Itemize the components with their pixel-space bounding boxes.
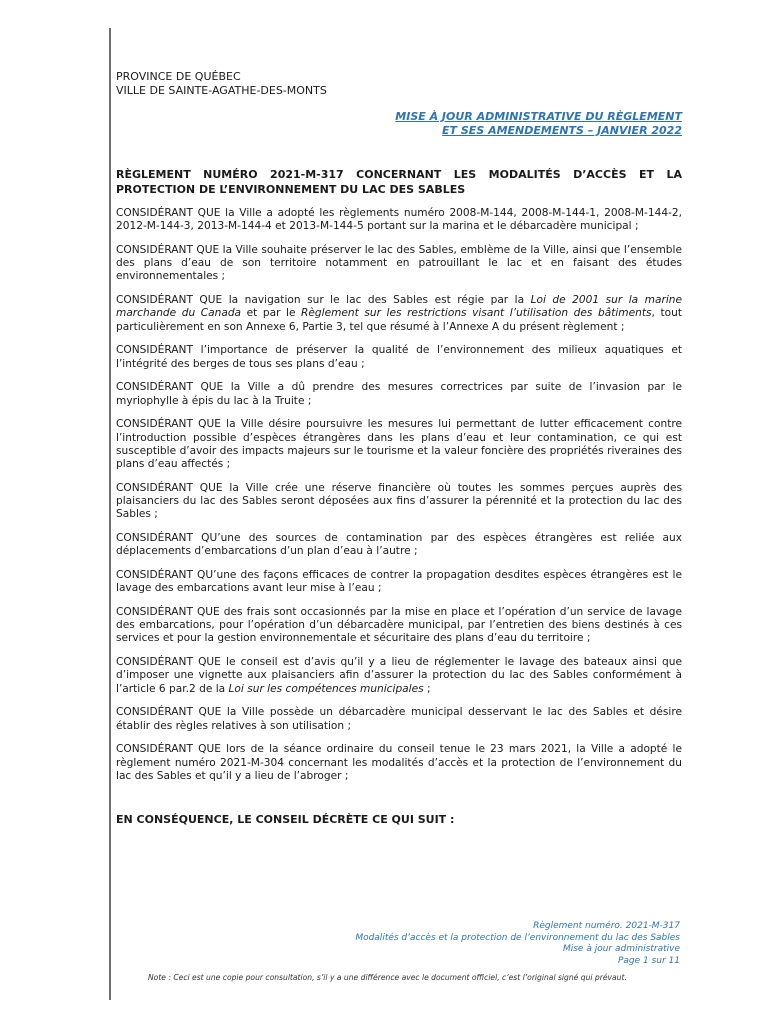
- footer-page-number: Page 1 sur 11: [617, 955, 680, 966]
- header-province: PROVINCE DE QUÉBEC: [116, 70, 241, 83]
- conclusion-statement: EN CONSÉQUENCE, LE CONSEIL DÉCRÈTE CE QUI SUIT :: [116, 813, 455, 827]
- footer-update-label: Mise à jour administrative: [562, 944, 680, 954]
- considerant-paragraph: CONSIDÉRANT QUE la Ville désire poursuivre les mesures lui permettant de lutter efficacement contre l’introduction possible d’espèces étrangères dans les plans d’eau et leur contamination, ce qui est susceptible d’avoir des impacts majeurs sur le tourisme et la valeur foncière des propriétés riveraines des plans d’eau affectés ;: [116, 418, 682, 471]
- header-ville: VILLE DE SAINTE-AGATHE-DES-MONTS: [116, 84, 327, 97]
- considerant-paragraph: CONSIDÉRANT QUE lors de la séance ordinaire du conseil tenue le 23 mars 2021, la Ville a adopté le règlement numéro 2021-M-304 concernant les modalités d’accès et la protection de l’environnement du lac des Sables et qu’il y a lieu de l’abroger ;: [116, 743, 682, 782]
- regulation-reference: Règlement sur les restrictions visant l’utilisation des bâtiments: [301, 307, 652, 320]
- considerant-paragraph: CONSIDÉRANT l’importance de préserver la qualité de l’environnement des milieux aquatiques et l’intégrité des berges de tous ses plans d’eau ;: [116, 344, 682, 370]
- law-reference: Loi de 2001 sur la marine marchande du Canada: [116, 294, 683, 320]
- considerant-paragraph: [116, 294, 682, 334]
- left-margin-rule: [109, 28, 111, 1000]
- considerant-paragraph: CONSIDÉRANT QUE la Ville crée une réserve financière où toutes les sommes perçues auprès des plaisanciers du lac des Sables seront déposées aux fins d’assurer la pérennité et la protection du lac des Sables ;: [116, 481, 682, 521]
- disclaimer-note: Note : Ceci est une copie pour consultation, s’il y a une différence avec le document officiel, c’est l’original signé qui prévaut.: [148, 973, 627, 982]
- paragraph-text: CONSIDÉRANT QUE la navigation sur le lac des Sables est régie par la: [116, 294, 531, 307]
- considerant-paragraph: CONSIDÉRANT QU’une des sources de contamination par des espèces étrangères est reliée aux déplacements d’embarcations d’un plan d’eau à l’autre ;: [116, 532, 682, 558]
- update-notice-line1: MISE À JOUR ADMINISTRATIVE DU RÈGLEMENT: [395, 110, 682, 123]
- considerant-paragraph: CONSIDÉRANT QUE la Ville possède un débarcadère municipal desservant le lac des Sables et désire établir des règles relatives à son utilisation ;: [116, 706, 682, 732]
- considerant-paragraph: CONSIDÉRANT QUE des frais sont occasionnés par la mise en place et l’opération d’un service de lavage des embarcations, pour l’opération d’un débarcadère municipal, par l’entretien des biens destinés à ces services et pour la gestion environnementale et sécuritaire des plans d’eau du territoire ;: [116, 606, 682, 645]
- page-footer: [355, 921, 680, 967]
- considerant-paragraph: [116, 656, 682, 696]
- law-reference: Loi sur les compétences municipales: [228, 682, 424, 695]
- considerant-paragraph: CONSIDÉRANT QUE la Ville a adopté les règlements numéro 2008-M-144, 2008-M-144-1, 2008-M-144-2, 2012-M-144-3, 2013-M-144-4 et 2013-M-144-5 portant sur la marina et le débarcadère municipal ;: [116, 207, 682, 233]
- paragraph-text: , tout particulièrement en son Annexe 6, Partie 3, tel que résumé à l’Annexe A du présent règlement ;: [116, 307, 682, 333]
- footer-regulation-number: Règlement numéro. 2021-M-317: [533, 921, 680, 931]
- considerant-paragraph: CONSIDÉRANT QU’une des façons efficaces de contrer la propagation desdites espèces étrangères est le lavage des embarcations avant leur mise à l’eau ;: [116, 569, 682, 595]
- considerant-paragraph: CONSIDÉRANT QUE la Ville souhaite préserver le lac des Sables, emblème de la Ville, ainsi que l’ensemble des plans d’eau de son territoire notamment en patrouillant le lac et en faisant des études environnementales ;: [116, 244, 682, 283]
- paragraph-text: CONSIDÉRANT QUE le conseil est d’avis qu’il y a lieu de réglementer le lavage des bateaux ainsi que d’imposer une vignette aux plaisanciers afin d’assurer la protection du lac des Sables conformément à l’article 6 par.2 de la: [116, 656, 682, 695]
- paragraph-text: ;: [423, 682, 431, 695]
- update-notice: [116, 110, 682, 137]
- update-notice-line2: ET SES AMENDEMENTS – JANVIER 2022: [442, 123, 682, 137]
- considerant-paragraph: CONSIDÉRANT QUE la Ville a dû prendre des mesures correctrices par suite de l’invasion par le myriophylle à épis du lac à la Truite ;: [116, 381, 682, 407]
- footer-subject: Modalités d’accès et la protection de l’environnement du lac des Sables: [355, 932, 680, 943]
- regulation-title: RÈGLEMENT NUMÉRO 2021-M-317 CONCERNANT LES MODALITÉS D’ACCÈS ET LA PROTECTION DE L’ENVIRONNEMENT DU LAC DES SABLES: [116, 168, 682, 196]
- document-page: [116, 70, 682, 827]
- paragraph-text: et par le: [241, 307, 302, 320]
